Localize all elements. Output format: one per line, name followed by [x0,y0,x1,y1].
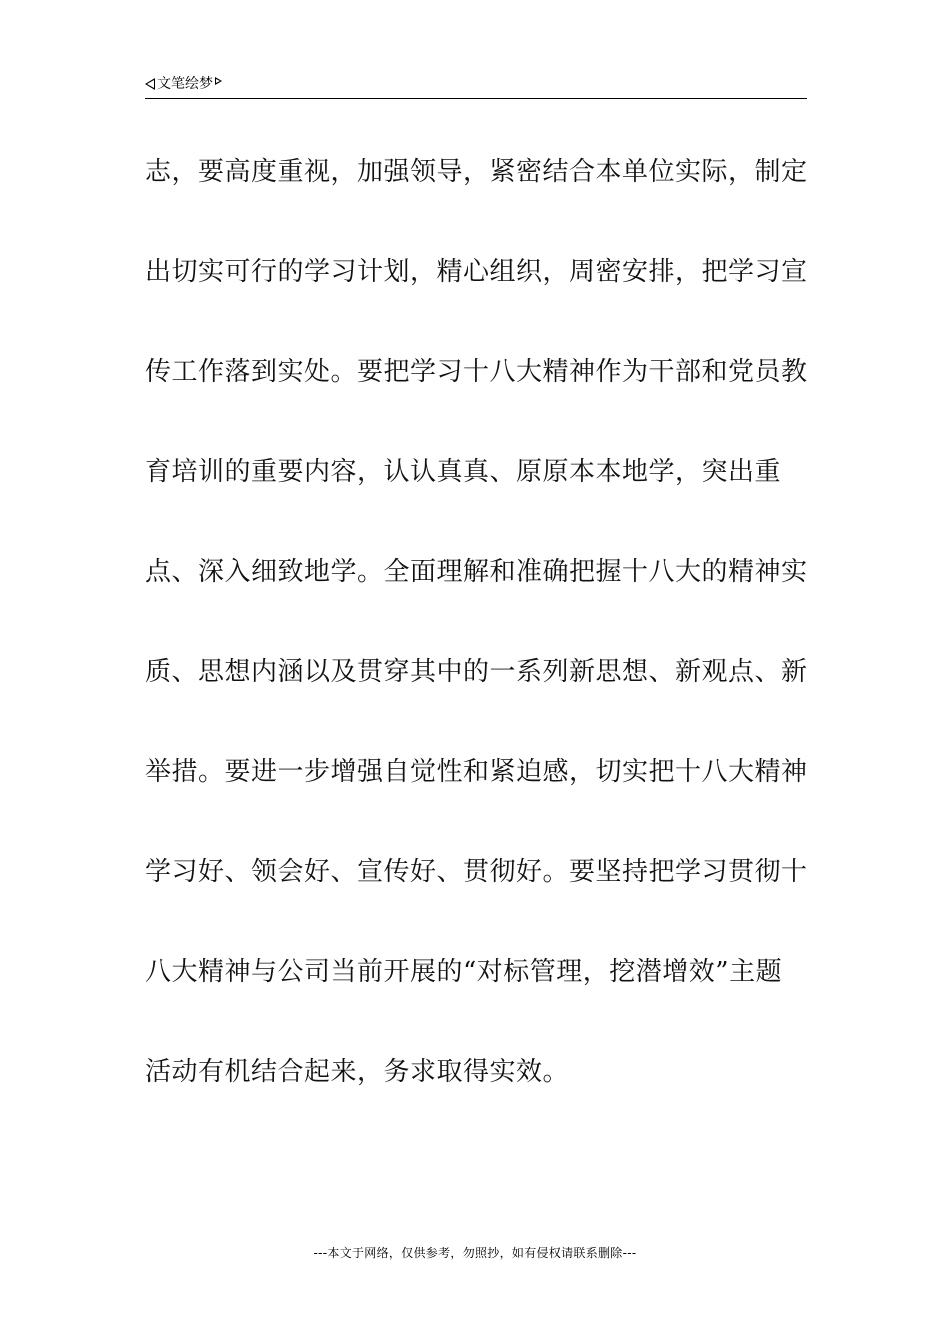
body-line: 志，要高度重视，加强领导，紧密结合本单位实际，制定 [145,157,808,187]
body-line: 传工作落到实处。要把学习十八大精神作为干部和党员教 [145,357,808,387]
header-brand-text: 文笔绘梦 [157,76,213,92]
triangle-right-icon [215,77,222,85]
body-line: 八大精神与公司当前开展的“对标管理，挖潜增效”主题 [145,957,783,987]
body-line: 育培训的重要内容，认认真真、原原本本地学，突出重 [145,457,782,487]
document-body [145,152,807,1152]
body-line: 点、深入细致地学。全面理解和准确把握十八大的精神实 [145,557,808,587]
body-line: 质、思想内涵以及贯穿其中的一系列新思想、新观点、新 [145,657,808,687]
page-footer-notice: ---本文于网络，仅供参考，勿照抄，如有侵权请联系删除--- [313,1246,637,1260]
body-line: 出切实可行的学习计划，精心组织，周密安排，把学习宣 [145,257,808,287]
body-line: 学习好、领会好、宣传好、贯彻好。要坚持把学习贯彻十 [145,857,808,887]
body-line: 举措。要进一步增强自觉性和紧迫感，切实把十八大精神 [145,757,808,787]
triangle-left-icon [145,78,155,90]
body-line: 活动有机结合起来，务求取得实效。 [145,1057,570,1087]
page-header [145,72,807,99]
header-brand [145,76,222,92]
